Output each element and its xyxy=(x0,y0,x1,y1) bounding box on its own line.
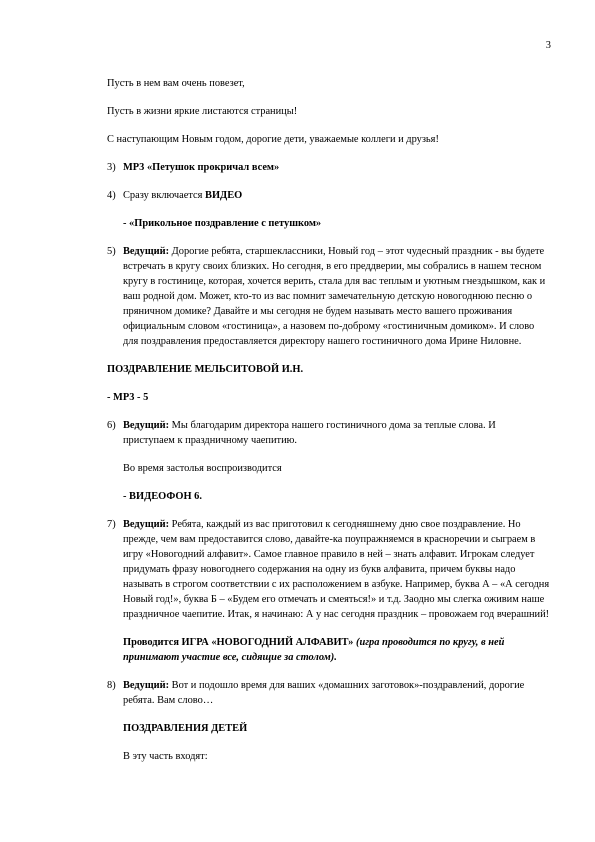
section-heading: ПОЗДРАВЛЕНИЕ МЕЛЬСИТОВОЙ И.Н. xyxy=(107,364,304,375)
item6-note: Во время застолья воспроизводится xyxy=(123,463,282,474)
speaker-label: Ведущий: xyxy=(123,246,170,257)
item-emphasis: ВИДЕО xyxy=(205,190,243,201)
item-number: 7) xyxy=(107,519,116,530)
item-number: 4) xyxy=(107,190,116,201)
speech-text: Мы благодарим директора нашего гостиничного дома за теплые слова. И приступаем к праздничному чаепитию. xyxy=(123,420,496,446)
intro-line-3: С наступающим Новым годом, дорогие дети, уважаемые коллеги и друзья! xyxy=(107,134,439,145)
item6-video: - ВИДЕОФОН 6. xyxy=(123,491,202,502)
list-item-7 xyxy=(107,517,550,622)
list-item-5 xyxy=(107,244,550,349)
speaker-label: Ведущий: xyxy=(123,519,170,530)
speech-text: Вот и подошло время для ваших «домашних заготовок»-поздравлений, дорогие ребята. Вам слово… xyxy=(123,680,525,706)
children-greetings-heading: ПОЗДРАВЛЕНИЯ ДЕТЕЙ xyxy=(123,723,248,734)
speaker-label: Ведущий: xyxy=(123,680,170,691)
list-item-6 xyxy=(107,418,550,448)
speech-text: Ребята, каждый из вас приготовил к сегодняшнему дню свое поздравление. Но прежде, чем вам предоставится слово, давайте-ка поупражняемся в красноречии и сыграем в игру «Новогодний алфавит». Самое главное правило в ней – знать алфавит. Игрокам следует придумать фразу новогоднего содержания на одну из букв алфавита, причем буквы надо называть в строгом соответствии с их расположением в азбуке. Например, буква А – «А сегодня Новый год!», буква Б – «Будем его отмечать и смеяться!» и т.д. Заодно мы слегка оживим наше праздничное чаепитие. Итак, я начинаю: А у нас сегодня праздник – провожаем год вчерашний! xyxy=(123,519,550,620)
game-announcement xyxy=(107,635,550,665)
section-footer-text: В эту часть входят: xyxy=(123,751,208,762)
game-title: Проводится ИГРА «НОВОГОДНИЙ АЛФАВИТ» xyxy=(123,637,356,648)
page-number: 3 xyxy=(545,40,551,51)
intro-line-1: Пусть в нем вам очень повезет, xyxy=(107,78,245,89)
item-number: 6) xyxy=(107,420,116,431)
mp3-label: - МР3 - 5 xyxy=(107,392,149,403)
list-item-3 xyxy=(107,160,550,175)
item-number: 5) xyxy=(107,246,116,257)
list-item-8 xyxy=(107,678,550,708)
game-note: (игра проводится по кругу, в ней принимают участие все, сидящие за столом). xyxy=(123,637,505,663)
item-text: МР3 «Петушок прокричал всем» xyxy=(123,162,280,173)
speaker-label: Ведущий: xyxy=(123,420,170,431)
item4-subtext: - «Прикольное поздравление с петушком» xyxy=(123,218,322,229)
item-prefix: Сразу включается xyxy=(123,190,206,201)
document-page xyxy=(107,76,550,777)
item-number: 3) xyxy=(107,162,116,173)
speech-text: Дорогие ребята, старшеклассники, Новый год – этот чудесный праздник - вы будете встречать в кругу своих близких. Но сегодня, в его преддверии, мы собрались в нашем тесном кругу в гостинице, которая, хочется верить, стала для вас теплым и уютным гнездышком, как и ваш родной дом. Может, кто-то из вас помнит замечательную детскую новогоднюю песню о пряничном домике? Давайте и мы сегодня не будем называть место вашего проживания официальным словом «гостиница», а назовем по-доброму «гостиничным домиком». И слово для поздравления предоставляется директору нашего гостиничного дома Ирине Ниловне. xyxy=(123,246,546,347)
intro-line-2: Пусть в жизни яркие листаются страницы! xyxy=(107,106,298,117)
item-number: 8) xyxy=(107,680,116,691)
list-item-4 xyxy=(107,188,550,203)
